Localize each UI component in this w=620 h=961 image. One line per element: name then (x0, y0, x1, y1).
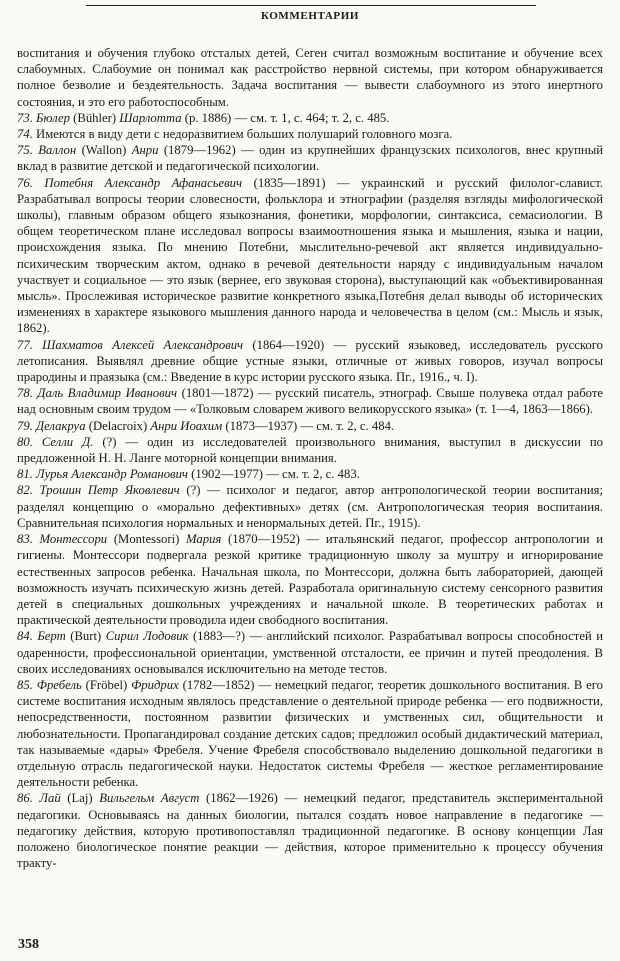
commentary-entry (17, 418, 603, 434)
commentary-entry (17, 628, 603, 677)
entry-latin-name: (Fröbel) (85, 677, 128, 692)
entry-latin-name: (Montessori) (113, 532, 180, 547)
entry-text: (1883—?) — английский психолог. Разрабатывал вопросы способностей и одаренности, профессиональной ориентации, умственной отсталости, ее причин и путей преодоления. В своих исследованиях основывался исключительно на методе тестов. (17, 629, 604, 676)
commentary-entry (17, 434, 603, 466)
commentary-entry (17, 126, 603, 142)
entry-number: 75. (17, 143, 33, 158)
entry-name: Даль Владимир Иванович (37, 386, 178, 401)
running-head: КОММЕНТАРИИ (260, 10, 360, 22)
header-rule (86, 5, 536, 6)
entry-given-name: Шарлотта (119, 110, 182, 125)
entry-text: (1870—1952) — итальянский педагог, профессор антропологии и гигиены. Монтессори подвергала резкой критике традиционную школу за муштру и игнорирование естественных запросов ребенка. Начальная школа, по Монтессори, должна быть лабораторией, дающей возможность изучать психическую жизнь детей. Разработала оригинальную систему сенсорного развития детей в специальных дошкольных учреждениях и начальной школе. В теоретических работах и практической деятельности проводила идеи свободного воспитания. (17, 532, 603, 628)
entry-number: 82. (17, 483, 33, 498)
entry-number: 84. (17, 629, 33, 644)
entry-name: Потебня Александр Афанасьевич (44, 175, 243, 190)
entry-latin-name: (Laj) (67, 791, 93, 806)
entry-name: Шахматов Алексей Александрович (42, 337, 244, 352)
entry-name: Делакруа (36, 418, 86, 433)
intro-paragraph: воспитания и обучения глубоко отсталых детей, Сеген считал возможным воспитание и обучение всех слабоумных. Слабоумие он понимал как расстройство нервной системы, при котором обнаруживается полное безволие и бездеятельность. Задача воспитания — вывести слабоумного из этого инертного состояния, и это его работоспособным. (17, 46, 603, 109)
entry-text: (1782—1852) — немецкий педагог, теоретик дошкольного воспитания. В его системе воспитания исходным являлось представление о деятельной природе ребенка — его подвижности, непосредственности, постоянном развитии физических и умственных сил, общительности и любознательности. Пропагандировал создание детских садов; предложил особый дидактический материал, так называемые «дары» Фребеля. Учение Фребеля способствовало выделению дошкольной педагогики в отдельную отрасль педагогической науки. Недостаток системы Фребеля — жесткое регламентирование деятельности ребенка. (17, 677, 604, 790)
entry-number: 81. (17, 467, 33, 482)
commentary-entry (17, 482, 603, 531)
entry-name: Бюлер (36, 110, 70, 125)
commentary-entry (17, 531, 603, 628)
entry-number: 77. (17, 337, 33, 352)
commentary-entry (17, 142, 603, 174)
entry-number: 74. (17, 127, 33, 142)
commentary-entry (17, 385, 603, 417)
entry-name: Лурья Александр Романович (36, 467, 188, 482)
page-number: 358 (18, 937, 39, 952)
commentary-entry (17, 677, 603, 790)
entries-list (17, 110, 603, 872)
commentary-entry (17, 337, 603, 386)
entry-number: 83. (17, 532, 33, 547)
entry-number: 80. (17, 434, 33, 449)
commentary-entry (17, 110, 603, 126)
entry-number: 73. (17, 110, 33, 125)
entry-name: Валлон (38, 143, 77, 158)
entry-number: 79. (17, 418, 33, 433)
entry-number: 85. (17, 677, 33, 692)
entry-latin-name: (Wallon) (81, 143, 127, 158)
entry-latin-name: (Burt) (70, 629, 102, 644)
entry-given-name: Анри Иоахим (150, 418, 223, 433)
entry-given-name: Мария (186, 532, 222, 547)
entry-text: (1902—1977) — см. т. 2, с. 483. (191, 467, 360, 482)
entry-name: Трошин Петр Яковлевич (39, 483, 180, 498)
entry-name: Берт (37, 629, 66, 644)
entry-text: (1835—1891) — украинский и русский филолог-славист. Разрабатывал вопросы теории словесности, фольклора и этнографии (разделяя взгляды мифологической школы), главным образом общего языкознания, фонетики, морфологии, синтаксиса, семасиологии. В общем теоретическом плане исследовал вопросы взаимоотношения языка и мышления, языка и нации, происхождения языка. По мнению Потебни, мыслительно-речевой акт является индивидуально-психическим творческим актом, однако в речевой деятельности наряду с индивидуальным началом участвует и социальное — это язык (вернее, его звуковая сторона), выступающий как «объективированная мысль». Прослеживая историческое развитие конкретного языка,Потебня делал выводы об исторических изменениях в характере языкового мышления данного народа и человечества в целом (см.: Мысль и язык, 1862). (17, 175, 604, 336)
entry-given-name: Фридрих (131, 677, 179, 692)
entry-latin-name: (Bühler) (73, 110, 117, 125)
entry-text: (1864—1920) — русский языковед, исследователь русского летописания. Выявлял древние общие устные языки, отличные от живых говоров, изучал вопросы прародины и праязыка (см.: Введение в курс истории русского языка. Пг., 1916., ч. I). (17, 337, 604, 385)
entry-number: 76. (17, 175, 33, 190)
entry-text: (1862—1926) — немецкий педагог, представитель экспериментальной педагогики. Основываясь на данных биологии, пытался создать новое направление в педагогике — педагогику действия, которую противопоставлял традиционной педагогике. В основу концепции Лая положено биологическое понятие реакции — действия, которое применительно к процессу обучения тракту- (17, 791, 604, 871)
entry-name: Селли Д. (41, 434, 94, 449)
entry-text: (1873—1937) — см. т. 2, с. 484. (225, 418, 395, 433)
entry-given-name: Вильгельм Август (99, 791, 200, 806)
entry-given-name: Анри (131, 143, 159, 158)
entry-text: (1801—1872) — русский писатель, этнограф. Свыше полувека отдал работе над основным своим трудом — «Толковым словарем живого великорусского языка» (т. 1—4, 1863—1866). (17, 386, 604, 417)
commentary-entry (17, 790, 603, 871)
entry-name: Лай (39, 791, 61, 806)
entry-given-name: Сирил Лодовик (105, 629, 189, 644)
entry-number: 78. (17, 386, 33, 401)
entry-text: (?) — психолог и педагог, автор антропологической теории воспитания; разделял концепцию о «морально дефективных» детях (см. Антропологическая теория воспитания. Сравнительная психология нормальных и ненормальных детей. Пг., 1915). (17, 483, 603, 530)
commentary-entry (17, 466, 603, 482)
entry-text: (1879—1962) — один из крупнейших французских психологов, внес крупный вклад в развитие детской и педагогической психологии. (17, 143, 604, 174)
commentary-body (17, 45, 603, 871)
commentary-entry (17, 175, 603, 337)
entry-name: Фребель (36, 677, 82, 692)
entry-latin-name: (Delacroix) (88, 418, 148, 433)
entry-name: Монтессори (39, 532, 108, 547)
entry-text: (?) — один из исследователей произвольного внимания, выступил в дискуссии по предложенной Н. Н. Ланге моторной концепции внимания. (17, 434, 603, 466)
entry-number: 86. (17, 791, 33, 806)
entry-text: (р. 1886) — см. т. 1, с. 464; т. 2, с. 485. (184, 110, 390, 125)
entry-text: Имеются в виду дети с недоразвитием больших полушарий головного мозга. (36, 127, 453, 142)
